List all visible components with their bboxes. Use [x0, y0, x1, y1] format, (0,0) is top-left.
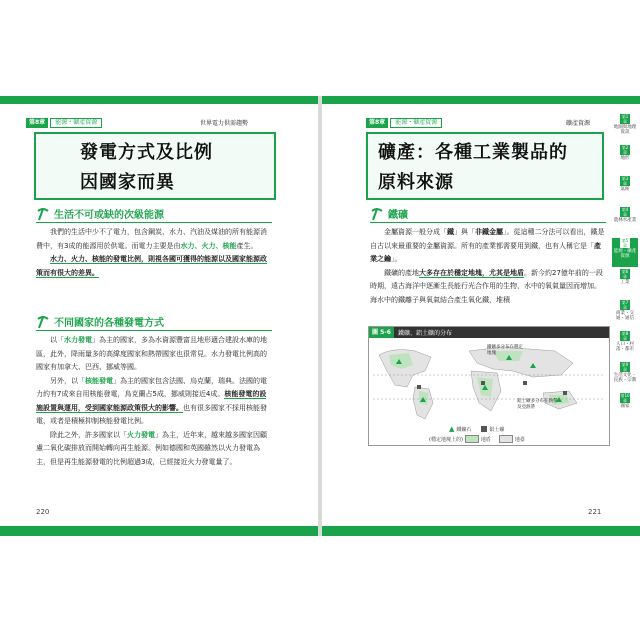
- top-band: [322, 96, 640, 104]
- chapter-tab-label: 地圖與地理資訊: [613, 125, 637, 135]
- subheading-iron-text: 鐵礦: [388, 210, 408, 221]
- chapter-name: 能源・礦產資源: [390, 118, 442, 128]
- chapter-tab[interactable]: [612, 393, 638, 422]
- subheading-2: [36, 314, 164, 329]
- figure-number: 圖 5-6: [369, 327, 394, 338]
- divider: [370, 222, 606, 223]
- body-text-1: 我們的生活中少不了電力，包含鋼炭、水力、汽油及煤油的所有能源消費中，有3成的能源用於供電。而電力主要是由水力、火力、核能產生。 水力、火力、核能的發電比例，則視各國可獲得的能源以及國家能源政策而有很大的差異。: [36, 228, 267, 277]
- chapter-tab-label: 國家: [620, 404, 630, 409]
- top-band: [0, 96, 318, 104]
- book-spread: [0, 96, 640, 536]
- chapter-tab-label: 農林水產業: [613, 218, 637, 223]
- chapter-tab[interactable]: [612, 207, 638, 236]
- chapter-tab-label: 生活文化・民族・宗教: [613, 373, 637, 383]
- chapter-tab-number: 第10章: [620, 393, 630, 403]
- legend-bauxite: 鋁土礦: [489, 426, 505, 433]
- title-box: [34, 132, 276, 200]
- chapter-tab[interactable]: [612, 331, 638, 360]
- square-icon: [481, 426, 487, 432]
- chapter-tab[interactable]: [612, 176, 638, 205]
- map-note-iron: 鐵礦多分布在穩定地塊: [487, 345, 523, 356]
- legend-row-2: [429, 435, 525, 443]
- pickaxe-icon: [36, 207, 50, 221]
- legend-stable: (穩定地塊上的): [429, 436, 463, 443]
- platform-swatch: [499, 435, 513, 443]
- chapter-tab-label: 商業・交通・通信: [616, 311, 634, 321]
- title-box: [366, 132, 604, 200]
- bottom-band: [322, 526, 640, 536]
- chapter-tab-number: 第6章: [621, 269, 629, 279]
- body-text-iron: 金屬資源一般分成「鐵」與「非鐵金屬」。從這種二分法可以看出，鐵是自古以來最重要的金屬資源。所有的產業都需要用到鐵，也有人稱它是「產業之鑰」。 鐵礦的產地大多存在於穩定地塊，尤其是地盾。新今約27億年前的一段時期，遠古海洋中逐漸生長能行光合作用的生物，水中的氧氣量因而增加。海水中的鐵離子與氧氣結合產生氧化鐵，堆積: [370, 228, 605, 304]
- section-name: 礦產資源: [566, 120, 591, 127]
- section-name: 世界電力供需趨勢: [200, 120, 249, 127]
- subheading-1: [36, 206, 164, 221]
- chapter-tab-number: 第1章: [621, 114, 629, 124]
- chapter-tab-number: 第2章: [621, 145, 629, 155]
- chapter-tab-label: 能源・礦產資源: [613, 249, 637, 259]
- page-number: 220: [36, 508, 50, 516]
- chapter-tab[interactable]: [612, 300, 638, 329]
- shield-swatch: [465, 435, 479, 443]
- chapter-tag: [366, 118, 442, 128]
- figure-caption: [369, 327, 609, 338]
- chapter-tab-number: 第8章: [621, 331, 629, 341]
- bottom-band: [0, 526, 318, 536]
- pickaxe-icon: [370, 207, 384, 221]
- pickaxe-icon: [36, 315, 50, 329]
- chapter-number: 第8章: [366, 118, 388, 128]
- chapter-tab[interactable]: [612, 362, 638, 391]
- body-text-2: 以「水力發電」為主的國家，多為水資源豐富且地形適合建設水庫的地區，此外，降雨量多的高緯度國家和熱帶國家也很常見。水力發電比例高的國家有加拿大、巴西、挪威等國。 另外，以「核能發電」為主的國家包含法國、烏克蘭，瑞典。法國的電力約有7成來自用核能發電，烏克蘭占5成，挪威則接近4成。核能發電的設施設置與運用，受到國家能源政策很大的影響。也有很多國家不採用核能發電，或者是積極抑制核能發電比例。 除此之外，許多國家以「火力發電」為主，近年來，越來越多國家因顧慮二氧化碳排放而開始轉向再生能源。例如德國和英國雖然以火力發電為主，但是再生能源發電的比例超過3成，已經接近火力發電量了。: [36, 336, 267, 466]
- chapter-tab-label: 氣候: [620, 187, 630, 192]
- chapter-tab-number: 第9章: [621, 362, 629, 372]
- chapter-tab-number: 第4章: [621, 207, 629, 217]
- figure-map: [368, 326, 610, 446]
- chapter-tab-label: 工業: [620, 280, 630, 285]
- map-note-bauxite: 鋁土礦多分布在熱帶及亞熱帶: [517, 399, 558, 410]
- chapter-tab[interactable]: [612, 145, 638, 174]
- title-line-1: 礦產：各種工業製品的: [378, 142, 568, 163]
- chapter-name: 能源・礦產資源: [50, 118, 102, 128]
- title-line-2: 因國家而異: [80, 172, 175, 193]
- chapter-tab[interactable]: [612, 114, 638, 143]
- chapter-tab-number: 第5章: [621, 238, 629, 248]
- subheading-2-text: 不同國家的各種發電方式: [54, 318, 164, 329]
- title-line-1: 發電方式及比例: [80, 142, 213, 163]
- left-page: [0, 96, 318, 536]
- subheading-1-text: 生活不可或缺的次級能源: [54, 210, 164, 221]
- legend-iron: 鐵礦石: [456, 426, 472, 433]
- chapter-tab-label: 人口・村落・都市: [616, 342, 634, 352]
- legend-row-1: [449, 425, 504, 433]
- right-page: [322, 96, 640, 536]
- divider: [36, 222, 272, 223]
- chapter-number: 第8章: [26, 118, 48, 128]
- chapter-tab-label: 地形: [620, 156, 630, 161]
- chapter-tab[interactable]: [612, 238, 638, 267]
- title-line-2: 原料來源: [378, 172, 454, 193]
- subheading-iron: [370, 206, 408, 221]
- legend-shield: 地盾: [480, 436, 491, 443]
- divider: [36, 330, 272, 331]
- chapter-tab-number: 第3章: [621, 176, 629, 186]
- figure-title: 鐵礦、鋁土礦的分布: [397, 330, 452, 337]
- chapter-tab-number: 第7章: [621, 300, 629, 310]
- page-number: 221: [588, 508, 602, 516]
- chapter-tab[interactable]: [612, 269, 638, 298]
- legend-platform: 地臺: [514, 436, 525, 443]
- triangle-icon: ▲: [449, 425, 455, 433]
- chapter-tag: [26, 118, 102, 128]
